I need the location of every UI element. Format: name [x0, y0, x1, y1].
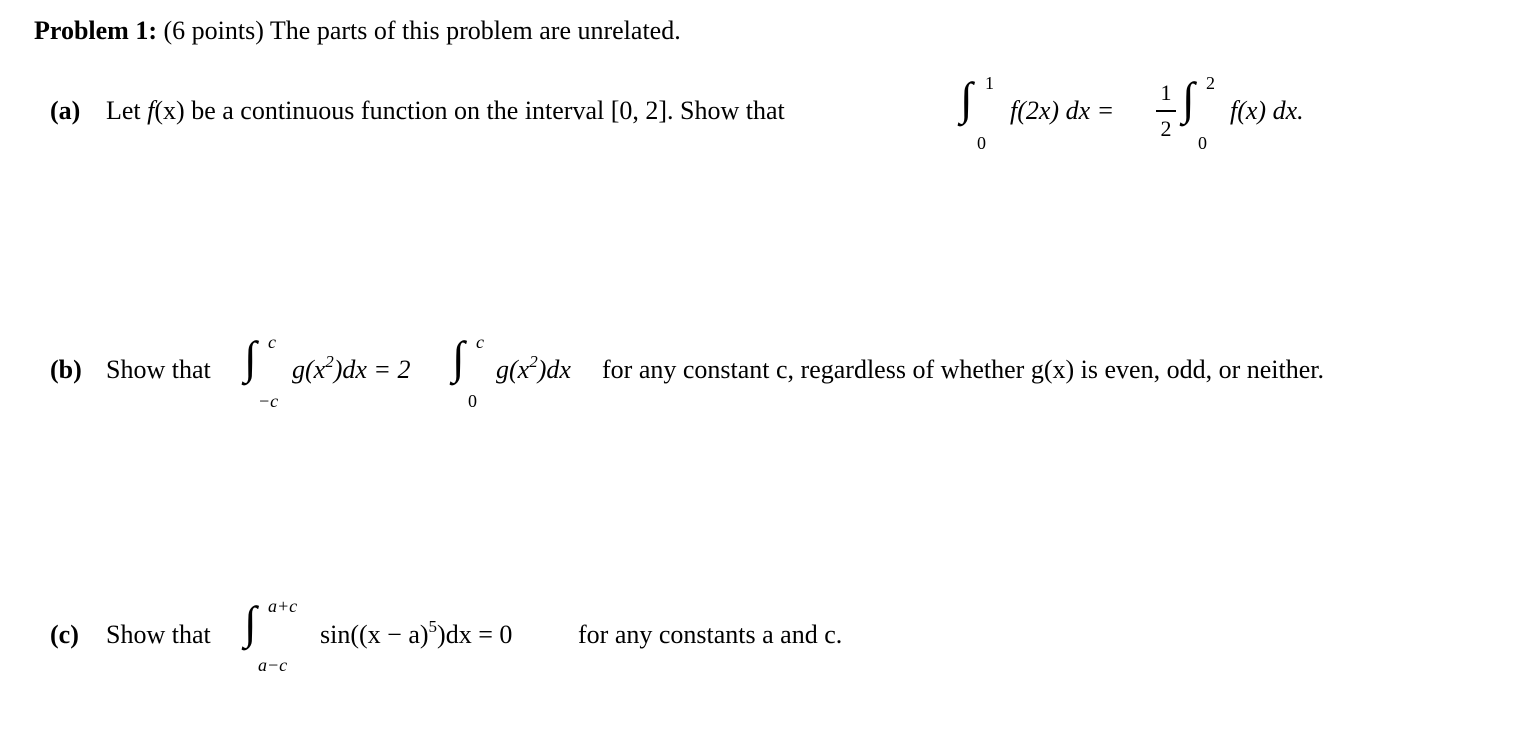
integral-lower-limit: 0 [468, 391, 477, 411]
problem-header [34, 16, 681, 46]
integral-upper-limit: a+c [268, 596, 298, 616]
integral-sign: ∫ [244, 597, 257, 648]
integral-sign: ∫ [244, 332, 257, 383]
part-c-integrand: $\sin((x - a)^5)dx = 0$ [320, 617, 513, 649]
part-b-integrand-2: $g(x^2)dx$ [496, 352, 571, 384]
fraction-bar [1156, 110, 1176, 112]
part-a-integrand-1: f(2x) dx = [1010, 96, 1115, 125]
integral-upper-limit: 1 [985, 73, 994, 93]
integral-lower-limit: −c [258, 391, 279, 411]
part-b-label: (b) [50, 355, 82, 384]
integral-upper-limit: 2 [1206, 73, 1215, 93]
part-b-conclusion: for any constant c, regardless of whether g(x) is even, odd, or neither. [602, 355, 1324, 384]
integral-upper-limit: c [268, 332, 276, 352]
integral-sign: ∫ [960, 73, 973, 124]
part-c-label: (c) [50, 620, 79, 649]
part-c-intro: Show that [106, 620, 211, 649]
problem-label: Problem 1: [34, 16, 157, 45]
integral-upper-limit: c [476, 332, 484, 352]
part-a-intro: Let f(x) be a continuous function on the interval [0, 2]. Show that [106, 96, 785, 125]
integral-sign: ∫ [1182, 73, 1195, 124]
part-c-conclusion: for any constants a and c. [578, 620, 843, 649]
part-b-intro: Show that [106, 355, 211, 384]
part-b-integrand-1: $g(x^2)dx = 2$ [292, 352, 411, 384]
part-a-integrand-2: f(x) dx. [1230, 96, 1304, 125]
fraction-numerator: 1 [1160, 80, 1172, 105]
integral-lower-limit: 0 [1198, 133, 1207, 153]
part-a-label: (a) [50, 96, 81, 125]
problem-info: (6 points) The parts of this problem are unrelated. [163, 16, 681, 45]
fraction-denominator: 2 [1160, 116, 1172, 141]
integral-sign: ∫ [452, 332, 465, 383]
integral-lower-limit: a−c [258, 655, 288, 675]
integral-lower-limit: 0 [977, 133, 986, 153]
